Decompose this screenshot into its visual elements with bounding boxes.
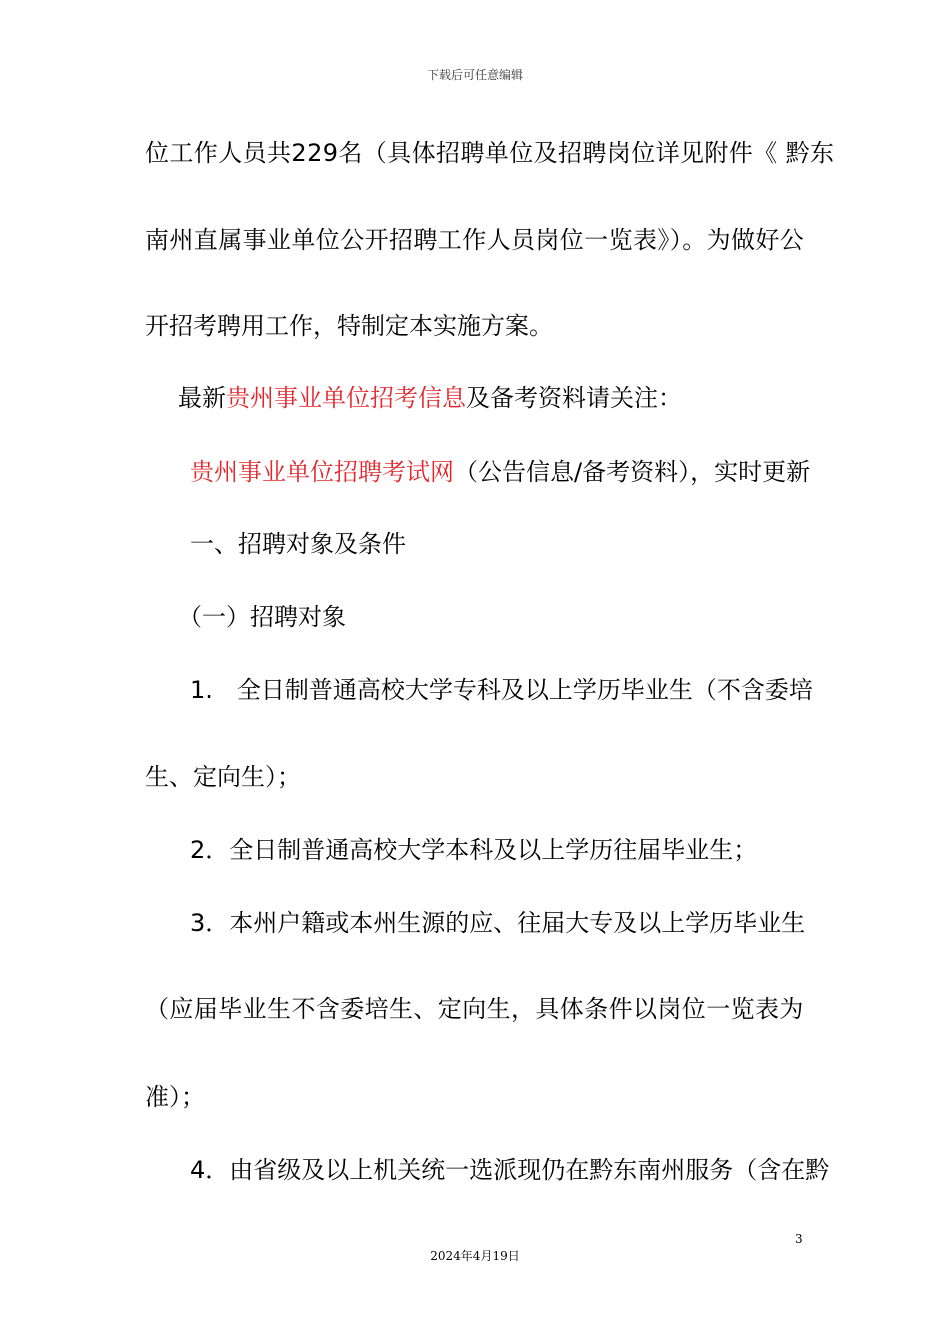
site-suffix: （公告信息/备考资料），实时更新	[454, 458, 811, 486]
recruitment-info-link[interactable]: 贵州事业单位招考信息	[226, 384, 466, 412]
list-item-1: 1. 全日制普通高校大学专科及以上学历毕业生（不含委培	[190, 676, 813, 704]
paragraph-line: 开招考聘用工作，特制定本实施方案。	[145, 312, 553, 340]
list-item-3-cont: （应届毕业生不含委培生、定向生，具体条件以岗位一览表为	[145, 995, 804, 1023]
list-item-3: 3．本州户籍或本州生源的应、往届大专及以上学历毕业生	[190, 909, 806, 937]
page-footer-date: 2024年4月19日	[430, 1249, 520, 1263]
notice-prefix: 最新	[178, 384, 226, 412]
page-header: 下载后可任意编辑	[426, 68, 523, 82]
exam-site-link[interactable]: 贵州事业单位招聘考试网	[190, 458, 454, 486]
site-line	[190, 457, 855, 487]
subsection-heading: （一）招聘对象	[178, 603, 346, 631]
list-item-4: 4．由省级及以上机关统一选派现仍在黔东南州服务（含在黔	[190, 1156, 830, 1184]
list-item-1-cont: 生、定向生）；	[145, 763, 301, 791]
notice-suffix: 及备考资料请关注：	[466, 384, 682, 412]
section-heading: 一、招聘对象及条件	[190, 530, 406, 558]
notice-line	[178, 383, 843, 413]
list-item-2: 2．全日制普通高校大学本科及以上学历往届毕业生；	[190, 836, 758, 864]
paragraph-line: 位工作人员共229名（具体招聘单位及招聘岗位详见附件《 黔东	[145, 139, 835, 167]
list-item-3-cont: 准）；	[145, 1083, 205, 1111]
paragraph-line: 南州直属事业单位公开招聘工作人员岗位一览表》）。为做好公	[145, 226, 805, 254]
page-number: 3	[795, 1232, 803, 1246]
